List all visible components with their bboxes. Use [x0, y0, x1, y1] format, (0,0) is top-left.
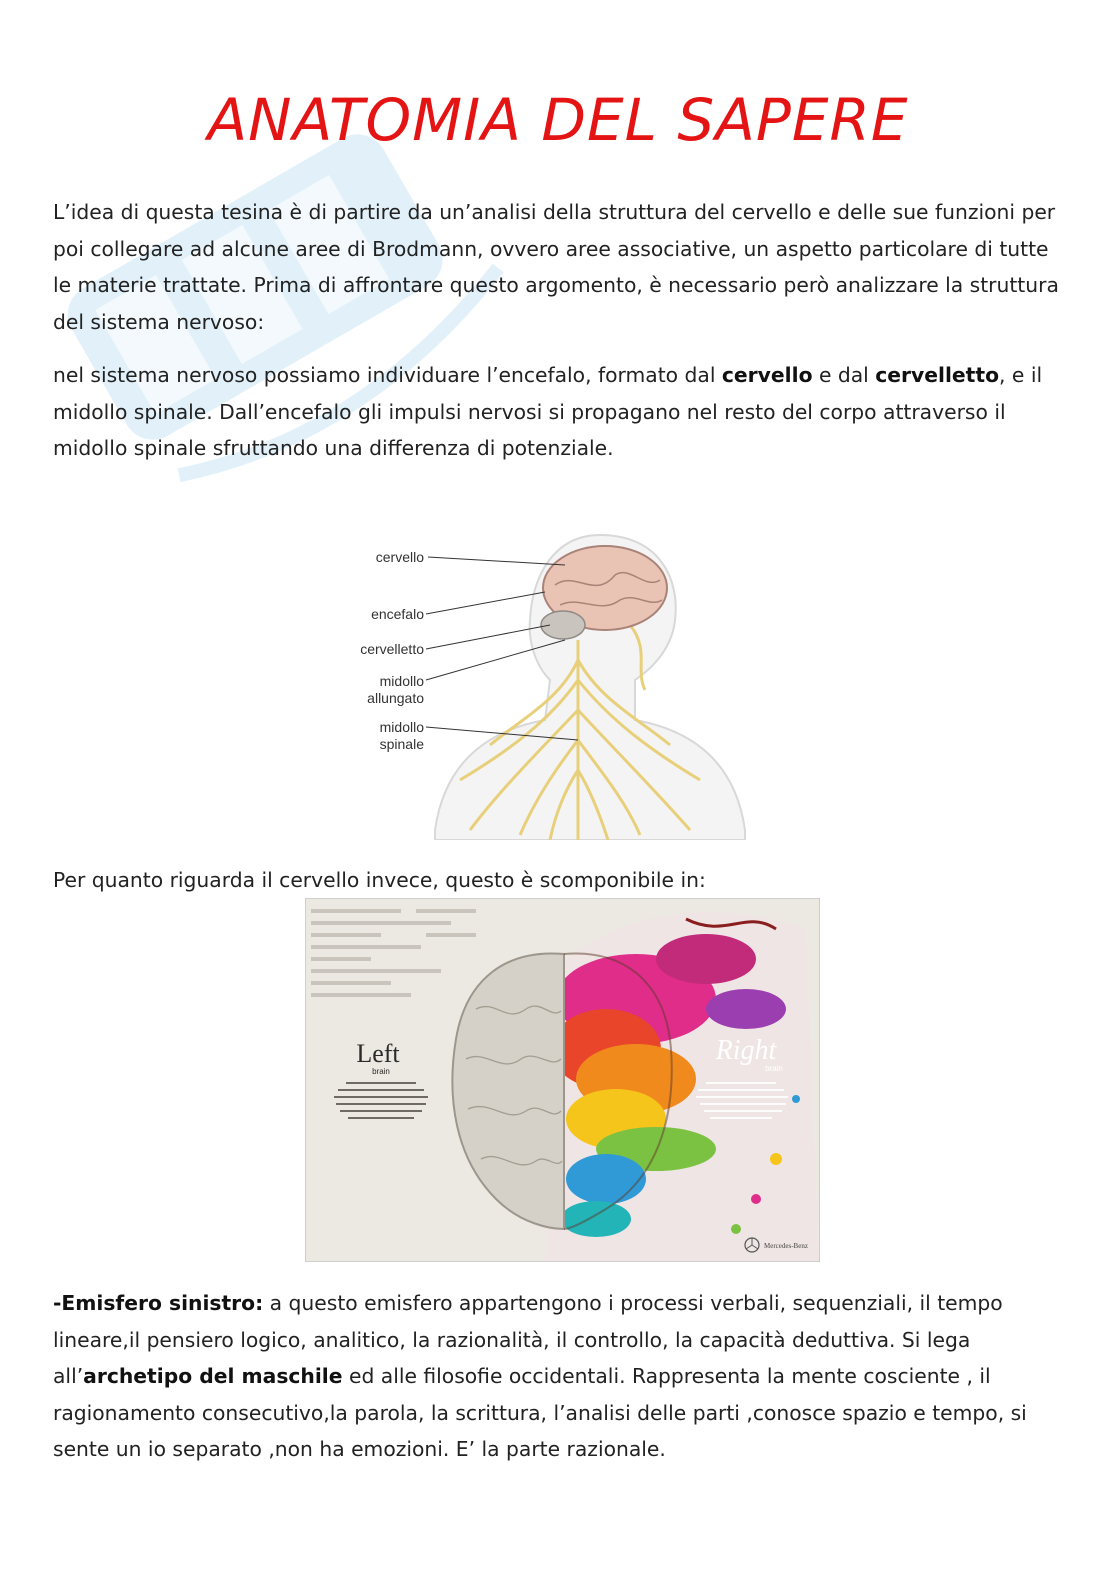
paint-splash	[546, 912, 819, 1261]
label-cervello: cervello	[375, 549, 424, 565]
text-span: e dal	[812, 363, 876, 387]
left-right-brain-figure	[305, 898, 820, 1262]
label-cervelletto: cervelletto	[360, 641, 424, 657]
right-title: Right	[715, 1035, 777, 1066]
left-title: Left	[356, 1039, 400, 1068]
brain-intro-paragraph: Per quanto riguarda il cervello invece, questo è scomponibile in:	[53, 868, 706, 892]
left-subtitle: brain	[372, 1067, 390, 1076]
bold-term-cervelletto: cervelletto	[875, 363, 1000, 387]
left-hemisphere-paragraph	[53, 1285, 1068, 1468]
label-encefalo: encefalo	[371, 606, 424, 622]
page-title: ANATOMIA DEL SAPERE	[207, 86, 909, 154]
brand-name: Mercedes-Benz	[764, 1242, 808, 1250]
text-span: , e il midollo spinale. Dall’encefalo gli impulsi nervosi si propagano nel resto del corpo attraverso il midollo spinale sfruttando una differenza di potenziale.	[53, 363, 1043, 460]
right-subtitle: brain	[765, 1064, 783, 1073]
nervous-system-figure	[350, 530, 760, 840]
label-midollo-allungato-1: midollo	[379, 673, 424, 689]
bold-term-archetipo: archetipo del maschile	[83, 1364, 343, 1388]
text-span: a questo emisfero appartengono i processi verbali, sequenziali, il tempo lineare,il pensiero logico, analitico, la razionalità, il controllo, la capacità deduttiva. Si lega all’	[53, 1291, 1003, 1388]
nervous-system-paragraph	[53, 357, 1068, 467]
bold-term-cervello: cervello	[721, 363, 813, 387]
text-span: nel sistema nervoso possiamo individuare l’encefalo, formato dal	[53, 363, 722, 387]
label-midollo-spinale-2: spinale	[379, 736, 424, 752]
label-midollo-allungato-2: allungato	[367, 690, 424, 706]
text-span: ed alle filosofie occidentali. Rappresenta la mente cosciente , il ragionamento consecutivo,la parola, la scrittura, l’analisi delle parti ,conosce spazio e tempo, si sente un io separato ,non ha emozioni. E’ la parte razionale.	[53, 1364, 1027, 1461]
bold-heading-emisfero-sinistro: -Emisfero sinistro:	[53, 1291, 264, 1315]
intro-paragraph: L’idea di questa tesina è di partire da un’analisi della struttura del cervello e delle sue funzioni per poi collegare ad alcune aree di Brodmann, ovvero aree associative, un aspetto particolare di tutte le materie trattate. Prima di affrontare questo argomento, è necessario però analizzare la struttura del sistema nervoso:	[53, 200, 1059, 334]
label-midollo-spinale-1: midollo	[379, 719, 424, 735]
